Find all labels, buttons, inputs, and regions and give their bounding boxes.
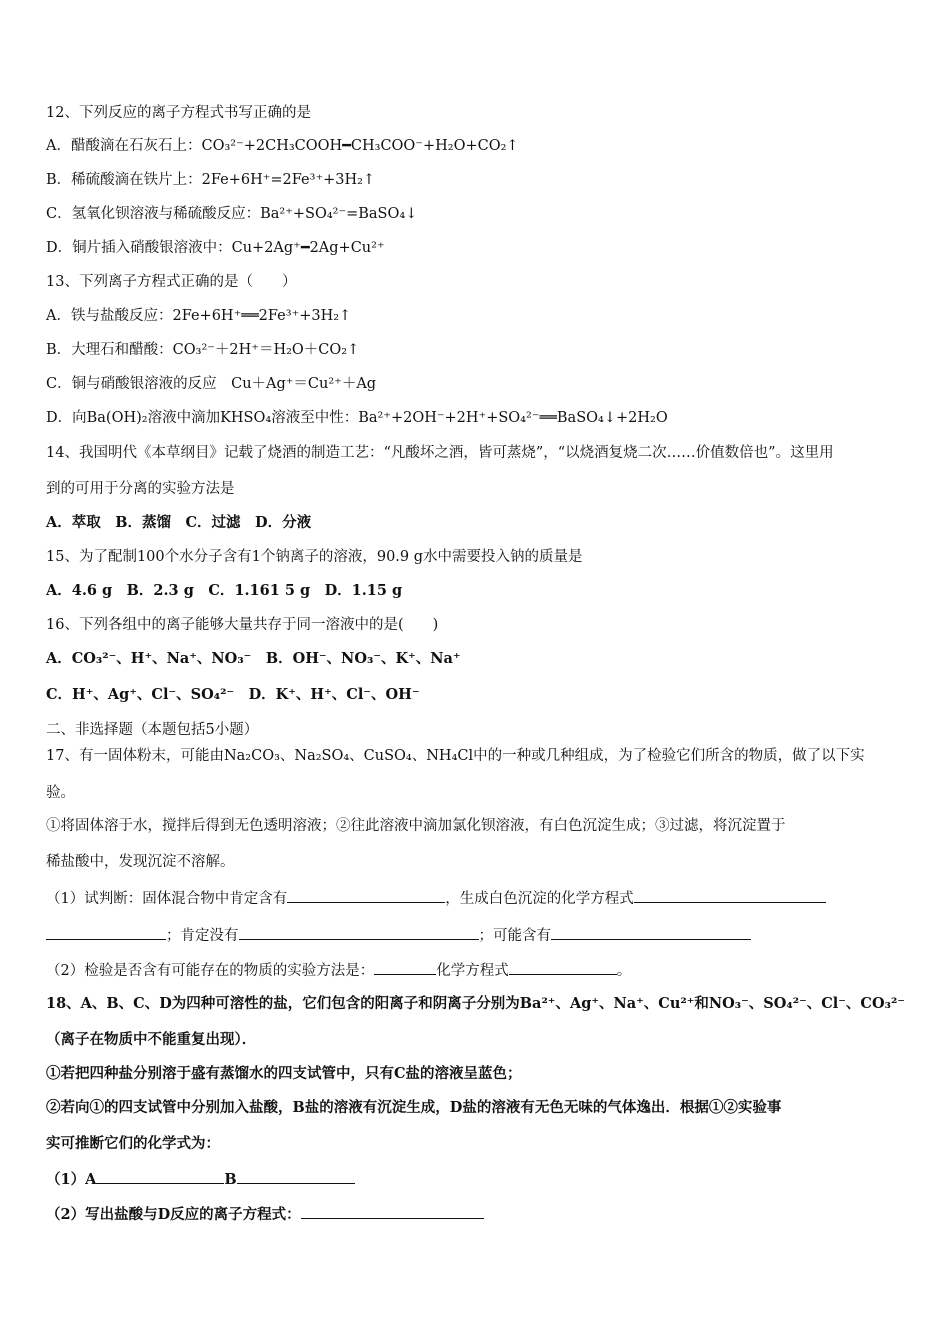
q13-stem: 13、下列离子方程式正确的是（ ）: [46, 274, 297, 290]
q12-option-d: D．铜片插入硝酸银溶液中：Cu+2Ag⁺━2Ag+Cu²⁺: [46, 240, 385, 256]
q17-part2: [46, 959, 906, 981]
q15-stem: 15、为了配制100个水分子含有1个钠离子的溶液，90.9 g水中需要投入钠的质量是: [46, 549, 583, 565]
q14-stem-line1: 14、我国明代《本草纲目》记载了烧酒的制造工艺：“凡酸坏之酒，皆可蒸烧”，“以烧酒复烧二次……价值数倍也”。这里用: [46, 445, 834, 461]
q17-part1-mid: ，生成白色沉淀的化学方程式: [445, 891, 634, 907]
q17-part1-not-contain-label: ；肯定没有: [166, 928, 239, 944]
q18-part1-b-label: B: [224, 1171, 237, 1188]
q14-stem-line2: 到的可用于分离的实验方法是: [46, 481, 235, 497]
q18-condition-2-line1: ②若向①的四支试管中分别加入盐酸，B盐的溶液有沉淀生成，D盐的溶液有无色无味的气体逸出．根据①②实验事: [46, 1099, 782, 1116]
q17-stem-line2: 验。: [46, 785, 75, 801]
q12-stem: 12、下列反应的离子方程式书写正确的是: [46, 105, 311, 121]
q18-answer-blank-a[interactable]: [96, 1168, 224, 1184]
q17-answer-blank-method[interactable]: [374, 959, 436, 975]
q17-answer-blank-may-contain[interactable]: [551, 924, 751, 940]
q17-part2-equation-label: 化学方程式: [436, 963, 509, 979]
q12-option-b: B．稀硫酸滴在铁片上：2Fe+6H⁺=2Fe³⁺+3H₂↑: [46, 172, 376, 188]
q17-part1-may-contain-label: ；可能含有: [478, 928, 551, 944]
q18-answer-blank-b[interactable]: [237, 1168, 355, 1184]
q12-option-c: C．氢氧化钡溶液与稀硫酸反应：Ba²⁺+SO₄²⁻=BaSO₄↓: [46, 206, 418, 222]
q18-stem-line2: （离子在物质中不能重复出现）．: [46, 1031, 257, 1048]
q16-options-cd: C．H⁺、Ag⁺、Cl⁻、SO₄²⁻ D．K⁺、H⁺、Cl⁻、OH⁻: [46, 686, 420, 703]
q18-part2: [46, 1203, 906, 1225]
q18-part1: [46, 1168, 906, 1190]
q16-stem: 16、下列各组中的离子能够大量共存于同一溶液中的是( ): [46, 617, 439, 633]
q18-condition-2-line2: 实可推断它们的化学式为：: [46, 1135, 220, 1152]
q17-answer-blank-equation[interactable]: [634, 887, 826, 903]
q13-option-a: A．铁与盐酸反应：2Fe+6H⁺══2Fe³⁺+3H₂↑: [46, 308, 352, 324]
q18-part2-label: （2）写出盐酸与D反应的离子方程式：: [46, 1206, 301, 1223]
q17-answer-blank-not-contain[interactable]: [239, 924, 479, 940]
q18-condition-1: ①若把四种盐分别溶于盛有蒸馏水的四支试管中，只有C盐的溶液呈蓝色；: [46, 1065, 522, 1082]
q17-part2-prefix: （2）检验是否含有可能存在的物质的实验方法是：: [46, 963, 375, 979]
q13-option-b: B．大理石和醋酸：CO₃²⁻＋2H⁺＝H₂O＋CO₂↑: [46, 342, 360, 358]
q17-answer-blank-method-equation[interactable]: [509, 959, 617, 975]
q12-option-a: A．醋酸滴在石灰石上：CO₃²⁻+2CH₃COOH━CH₃COO⁻+H₂O+CO₂↑: [46, 138, 519, 154]
q13-option-c: C．铜与硝酸银溶液的反应 Cu＋Ag⁺＝Cu²⁺＋Ag: [46, 376, 377, 392]
q15-options: A．4.6 g B．2.3 g C．1.161 5 g D．1.15 g: [46, 582, 403, 599]
q14-options: A．萃取 B．蒸馏 C．过滤 D．分液: [46, 514, 312, 531]
q17-stem-line1: 17、有一固体粉末，可能由Na₂CO₃、Na₂SO₄、CuSO₄、NH₄Cl中的一种或几种组成，为了检验它们所含的物质，做了以下实: [46, 748, 865, 764]
q17-steps-line2: 稀盐酸中，发现沉淀不溶解。: [46, 854, 235, 870]
q18-answer-blank-ionic-equation[interactable]: [301, 1203, 484, 1219]
q17-part1-line1: [46, 887, 906, 909]
q17-steps-line1: ①将固体溶于水，搅拌后得到无色透明溶液；②往此溶液中滴加氯化钡溶液，有白色沉淀生成；③过滤，将沉淀置于: [46, 818, 786, 834]
section-heading: 二、非选择题（本题包括5小题）: [46, 722, 259, 738]
q17-part1-line2: [46, 924, 906, 946]
q16-options-ab: A．CO₃²⁻、H⁺、Na⁺、NO₃⁻ B．OH⁻、NO₃⁻、K⁺、Na⁺: [46, 650, 461, 667]
q13-option-d: D．向Ba(OH)₂溶液中滴加KHSO₄溶液至中性：Ba²⁺+2OH⁻+2H⁺+SO₄²⁻══BaSO₄↓+2H₂O: [46, 410, 668, 426]
q18-stem-line1: 18、A、B、C、D为四种可溶性的盐，它们包含的阳离子和阴离子分别为Ba²⁺、Ag⁺、Na⁺、Cu²⁺和NO₃⁻、SO₄²⁻、Cl⁻、CO₃²⁻: [46, 995, 905, 1012]
q17-part1-prefix: （1）试判断：固体混合物中肯定含有: [46, 891, 288, 907]
q17-answer-blank-contains[interactable]: [287, 887, 445, 903]
q17-part2-end: 。: [616, 963, 632, 979]
q17-answer-blank-equation-cont[interactable]: [46, 924, 166, 940]
q18-part1-a-label: （1）A: [46, 1171, 97, 1188]
